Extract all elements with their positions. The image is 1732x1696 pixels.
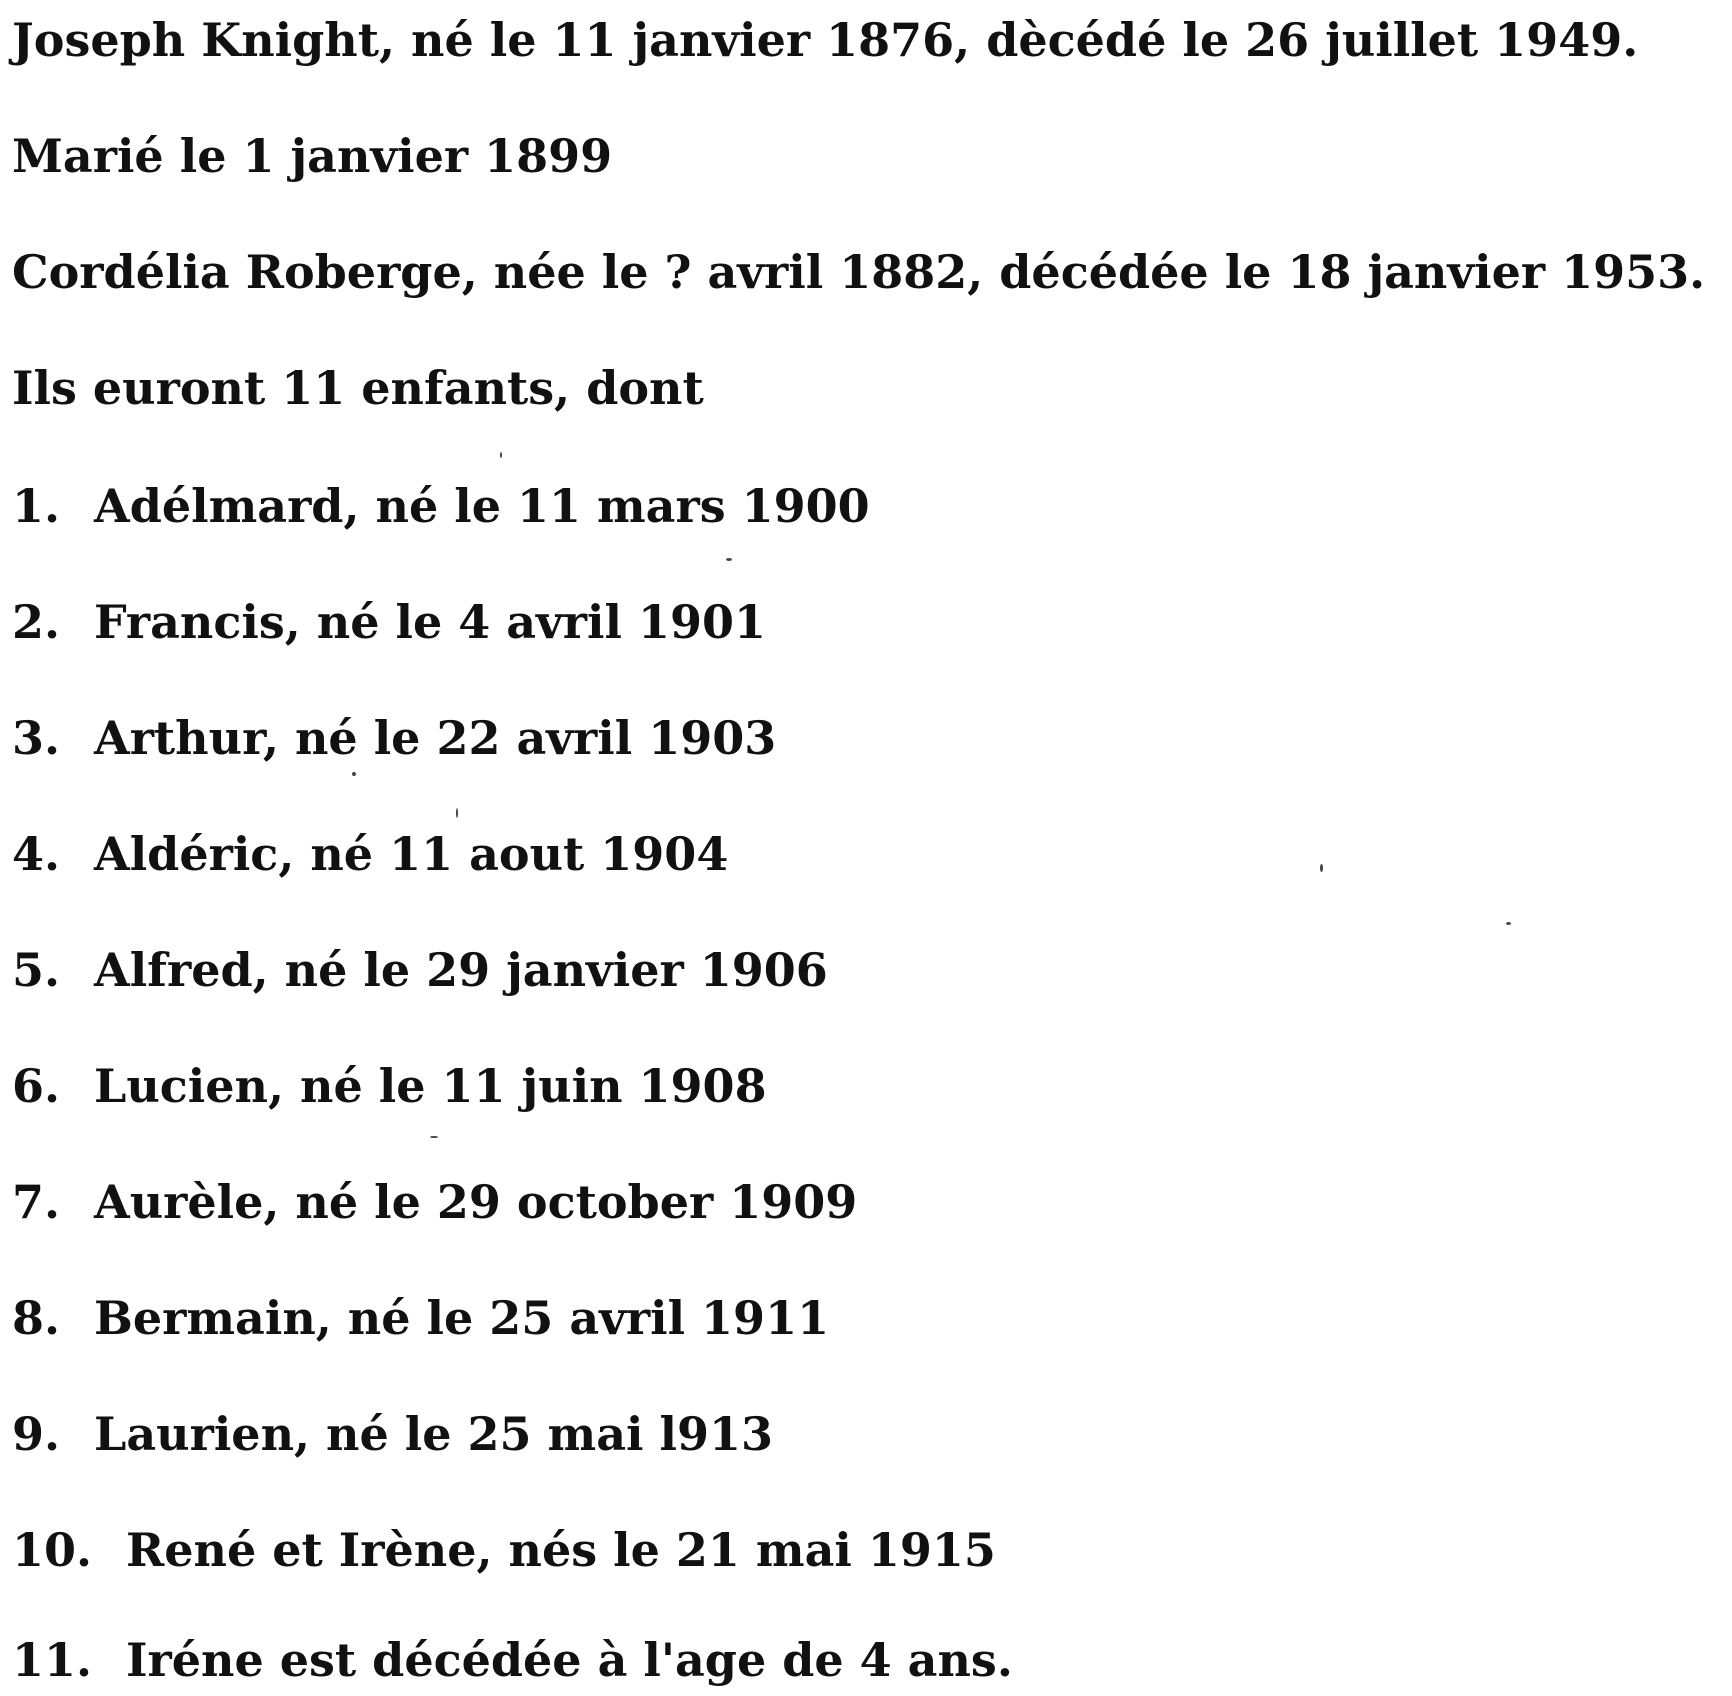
list-item <box>12 1174 857 1230</box>
list-item-number: 11. <box>12 1633 93 1687</box>
list-item <box>12 826 728 882</box>
list-item-number: 5. <box>12 943 61 997</box>
list-item <box>12 1632 1013 1688</box>
scan-speck <box>430 1136 438 1138</box>
list-item-number: 6. <box>12 1059 61 1113</box>
list-item <box>12 594 766 650</box>
list-item-number: 8. <box>12 1291 61 1345</box>
list-item-text: Iréne est décédée à l'age de 4 ans. <box>126 1633 1013 1687</box>
list-item <box>12 1290 829 1346</box>
scan-speck <box>1320 864 1323 872</box>
list-item <box>12 1058 767 1114</box>
list-item-text: Aldéric, né 11 aout 1904 <box>94 827 729 881</box>
scan-speck <box>352 772 356 776</box>
list-item <box>12 1522 996 1578</box>
list-item-number: 1. <box>12 479 61 533</box>
father-line: Joseph Knight, né le 11 janvier 1876, dècédé le 26 juillet 1949. <box>12 13 1639 67</box>
list-item-text: Arthur, né le 22 avril 1903 <box>94 711 777 765</box>
list-item-number: 3. <box>12 711 61 765</box>
list-item <box>12 942 828 998</box>
list-item-number: 10. <box>12 1523 93 1577</box>
children-intro-line: Ils euront 11 enfants, dont <box>12 361 704 415</box>
list-item-text: Adélmard, né le 11 mars 1900 <box>94 479 870 533</box>
list-item-number: 9. <box>12 1407 61 1461</box>
marriage-line: Marié le 1 janvier 1899 <box>12 129 613 183</box>
list-item-text: Alfred, né le 29 janvier 1906 <box>94 943 828 997</box>
list-item-number: 4. <box>12 827 61 881</box>
list-item-number: 2. <box>12 595 61 649</box>
scan-speck <box>500 452 502 458</box>
scan-speck <box>456 808 458 818</box>
list-item-number: 7. <box>12 1175 61 1229</box>
list-item-text: Laurien, né le 25 mai l913 <box>94 1407 774 1461</box>
list-item-text: Bermain, né le 25 avril 1911 <box>94 1291 830 1345</box>
list-item <box>12 710 776 766</box>
list-item-text: René et Irène, nés le 21 mai 1915 <box>126 1523 996 1577</box>
list-item <box>12 478 870 534</box>
list-item <box>12 1406 773 1462</box>
list-item-text: Lucien, né le 11 juin 1908 <box>94 1059 767 1113</box>
scan-speck <box>726 558 732 561</box>
mother-line: Cordélia Roberge, née le ? avril 1882, décédée le 18 janvier 1953. <box>12 245 1706 299</box>
scan-speck <box>1506 922 1511 925</box>
list-item-text: Aurèle, né le 29 october 1909 <box>94 1175 858 1229</box>
list-item-text: Francis, né le 4 avril 1901 <box>94 595 767 649</box>
